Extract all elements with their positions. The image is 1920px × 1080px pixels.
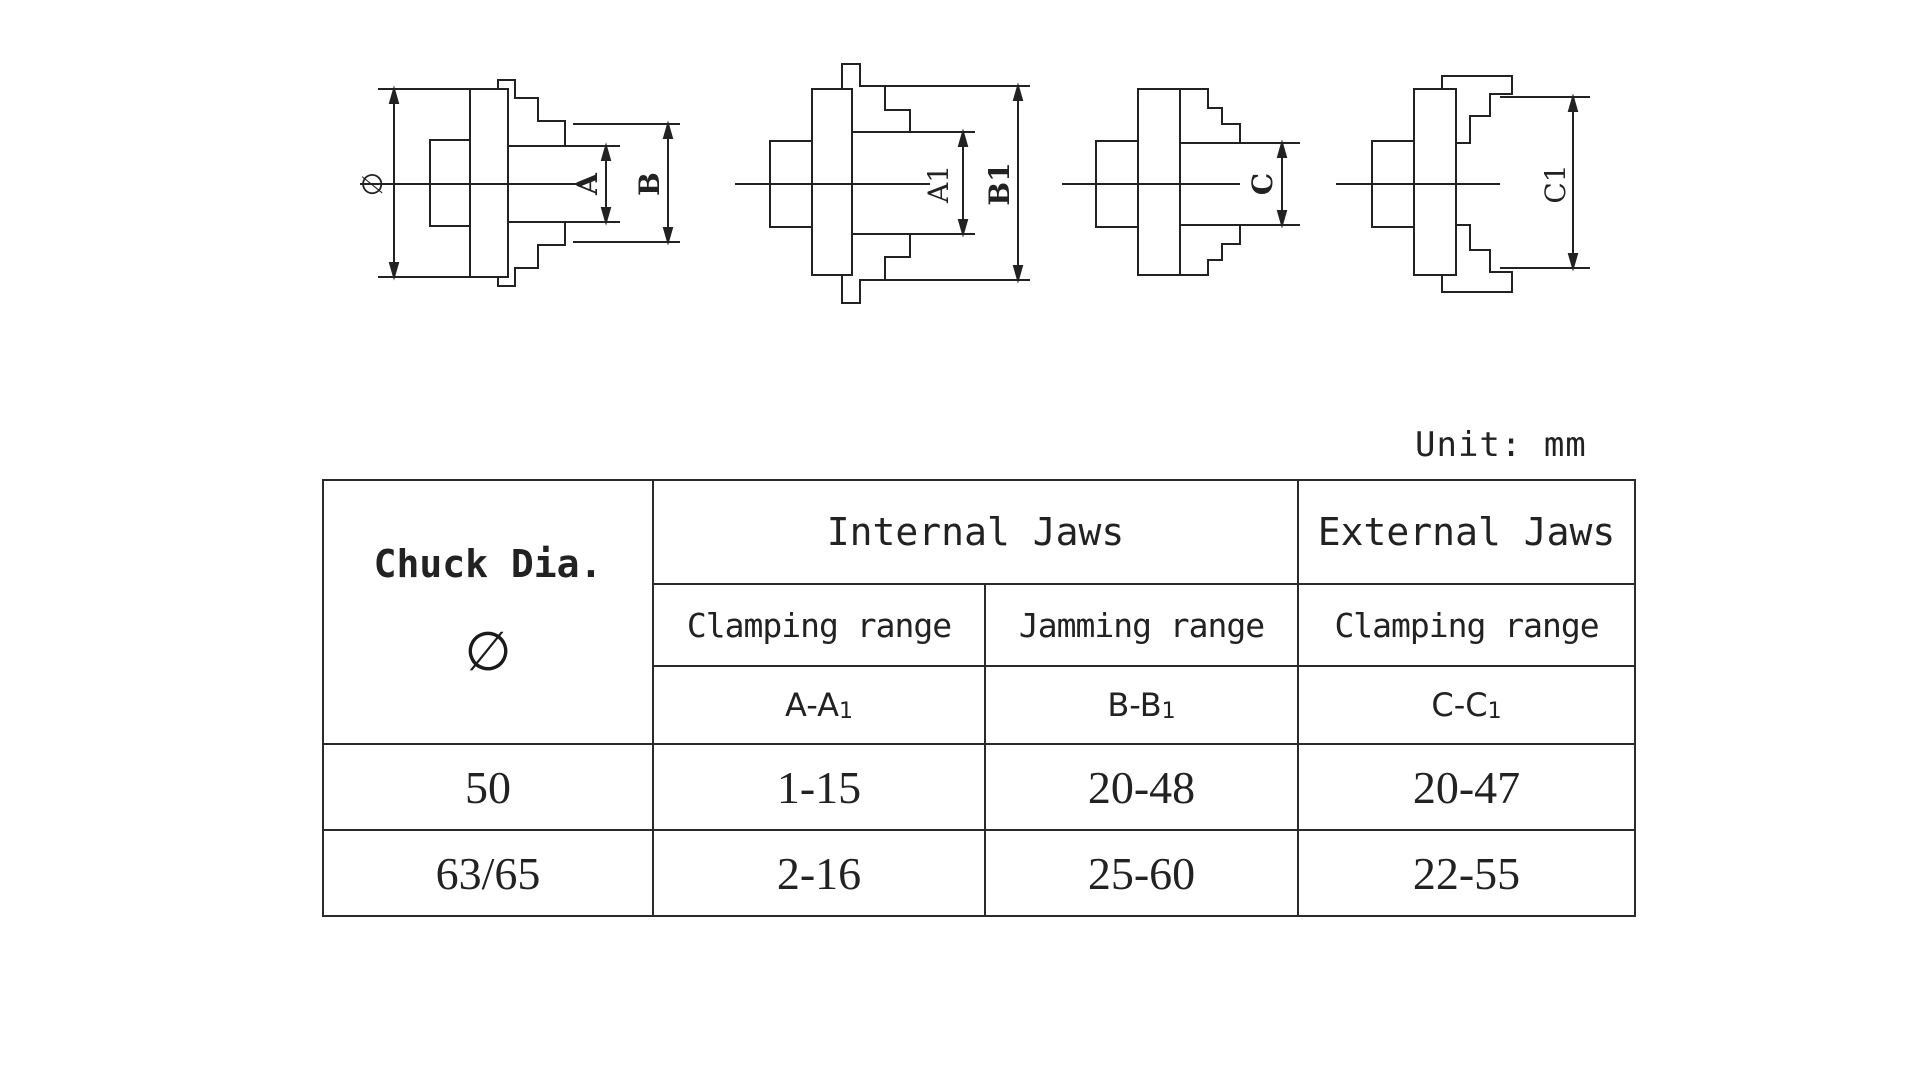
diameter-symbol-icon: ∅ bbox=[464, 619, 512, 683]
symbol-c-text: C-C bbox=[1431, 686, 1488, 724]
external-clamping-cell: 22-55 bbox=[1298, 830, 1635, 916]
table-row bbox=[323, 744, 1635, 830]
symbol-a-a1 bbox=[653, 666, 985, 744]
external-clamping-cell: 20-47 bbox=[1298, 744, 1635, 830]
symbol-a-text: A-A bbox=[785, 686, 839, 724]
diagram-internal-clamping-a bbox=[360, 80, 680, 286]
c-label: C bbox=[1246, 172, 1279, 196]
table-row bbox=[323, 830, 1635, 916]
phi-label: ∅ bbox=[356, 171, 389, 197]
header-row-groups bbox=[323, 480, 1635, 584]
a-label: A bbox=[571, 173, 604, 195]
internal-clamping-cell: 1-15 bbox=[653, 744, 985, 830]
internal-clamping-range-header: Clamping range bbox=[653, 584, 985, 666]
symbol-a-sub: 1 bbox=[838, 699, 853, 724]
jamming-range-header: Jamming range bbox=[985, 584, 1298, 666]
jamming-cell: 20-48 bbox=[985, 744, 1298, 830]
external-clamping-range-header: Clamping range bbox=[1298, 584, 1635, 666]
internal-jaws-header: Internal Jaws bbox=[653, 480, 1298, 584]
unit-label: Unit: mm bbox=[1415, 425, 1587, 465]
chuck-dia-header bbox=[323, 480, 653, 744]
c1-label: C1 bbox=[1539, 164, 1572, 204]
symbol-b-sub: 1 bbox=[1161, 699, 1176, 724]
jamming-cell: 25-60 bbox=[985, 830, 1298, 916]
b1-label: B1 bbox=[983, 162, 1016, 206]
jaw-range-table bbox=[322, 479, 1636, 917]
a1-label: A1 bbox=[922, 164, 955, 204]
chuck-dia-cell: 50 bbox=[323, 744, 653, 830]
symbol-b-text: B-B bbox=[1107, 686, 1162, 724]
symbol-b-b1 bbox=[985, 666, 1298, 744]
symbol-c-c1 bbox=[1298, 666, 1635, 744]
external-jaws-header: External Jaws bbox=[1298, 480, 1635, 584]
internal-clamping-cell: 2-16 bbox=[653, 830, 985, 916]
chuck-dia-label: Chuck Dia. bbox=[373, 541, 603, 586]
chuck-jaw-diagrams bbox=[0, 0, 1920, 380]
symbol-c-sub: 1 bbox=[1487, 699, 1502, 724]
b-label: B bbox=[633, 172, 666, 196]
chuck-dia-cell: 63/65 bbox=[323, 830, 653, 916]
